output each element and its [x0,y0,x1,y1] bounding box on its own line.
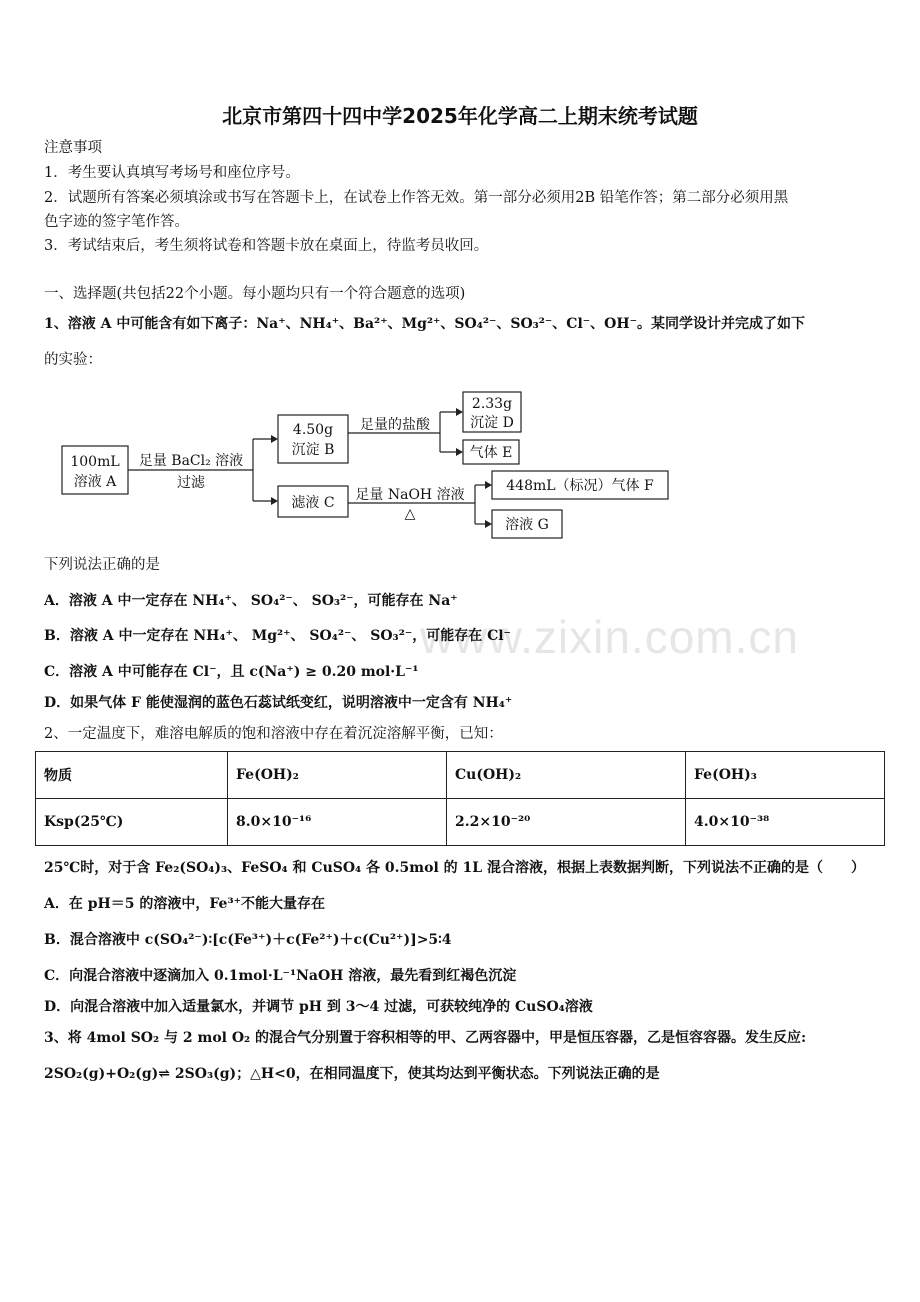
q3-stem: 3、将 4mol SO₂ 与 2 mol O₂ 的混合气分别置于容积相等的甲、乙两容器中，甲是恒压容器，乙是恒容容器。发生反应: [44,1030,807,1046]
q2-option-c[interactable]: C．向混合溶液中逐滴加入 0.1mol·L⁻¹NaOH 溶液，最先看到红褐色沉淀 [44,968,517,984]
section-heading: 一、选择题(共包括22个小题。每小题均只有一个符合题意的选项) [44,286,466,302]
experiment-flow-diagram [55,385,680,545]
table-cell: 2.2×10⁻²⁰ [447,799,686,846]
q2-question: 25℃时，对于含 Fe₂(SO₄)₃、FeSO₄ 和 CuSO₄ 各 0.5mol 的 1L 混合溶液，根据上表数据判断，下列说法不正确的是（ ） [44,860,865,876]
table-header-cell: Cu(OH)₂ [447,752,686,799]
page-title: 北京市第四十四中学2025年化学高二上期末统考试题 [222,104,698,128]
q1-option-d[interactable]: D．如果气体 F 能使湿润的蓝色石蕊试纸变红，说明溶液中一定含有 NH₄⁺ [44,695,513,711]
q2-stem: 2、一定温度下，难溶电解质的饱和溶液中存在着沉淀溶解平衡，已知： [44,726,503,742]
table-cell: 8.0×10⁻¹⁶ [228,799,447,846]
table-header-cell: Fe(OH)₂ [228,752,447,799]
reagent-hcl: 足量的盐酸 [360,417,430,433]
table-header-cell: Fe(OH)₃ [686,752,885,799]
reagent-naoh: 足量 NaOH 溶液 [355,487,465,503]
watermark: www.zixin.com.cn [420,611,799,663]
ksp-table [35,751,885,846]
q1-stem-cont: 的实验： [44,352,102,368]
notice-item-1: 1．考生要认真填写考场号和座位序号。 [44,165,300,181]
q2-option-b[interactable]: B．混合溶液中 c(SO₄²⁻)∶[c(Fe³⁺)＋c(Fe²⁺)＋c(Cu²⁺)]>5∶4 [44,932,452,948]
notice-item-2: 2．试题所有答案必须填涂或书写在答题卡上，在试卷上作答无效。第一部分必须用2B 铅笔作答；第二部分必须用黑 [44,190,789,206]
table-header-row [36,752,885,799]
table-row [36,799,885,846]
q3-stem-cont: 2SO₂(g)+O₂(g)⇌ 2SO₃(g)；△H<0，在相同温度下，使其均达到平衡状态。下列说法正确的是 [44,1066,660,1082]
solution-g-label: 溶液 G [505,517,549,533]
q1-stem: 1、溶液 A 中可能含有如下离子：Na⁺、NH₄⁺、Ba²⁺、Mg²⁺、SO₄²⁻、SO₃²⁻、Cl⁻、OH⁻。某同学设计并完成了如下 [44,316,805,332]
solution-a-volume: 100mL [70,454,120,470]
notice-item-2-cont: 色字迹的签字笔作答。 [44,214,189,230]
q2-option-d[interactable]: D．向混合溶液中加入适量氯水，并调节 pH 到 3～4 过滤，可获较纯净的 CuSO₄溶液 [44,999,593,1015]
reagent-filter: 过滤 [177,475,205,491]
gas-f-label: 448mL（标况）气体 F [506,478,654,494]
notice-heading: 注意事项 [44,140,102,156]
q1-option-c[interactable]: C．溶液 A 中可能存在 Cl⁻，且 c(Na⁺) ≥ 0.20 mol·L⁻¹ [44,664,419,680]
reagent-bacl2: 足量 BaCl₂ 溶液 [138,453,244,469]
precipitate-d-mass: 2.33g [471,396,513,412]
solution-a-label: 溶液 A [73,474,117,490]
table-cell: Ksp(25℃) [36,799,228,846]
table-cell: 4.0×10⁻³⁸ [686,799,885,846]
precipitate-d-label: 沉淀 D [470,415,514,431]
table-header-cell: 物质 [36,752,228,799]
gas-e-label: 气体 E [469,445,513,461]
filtrate-c-label: 滤液 C [291,495,335,511]
q1-prompt: 下列说法正确的是 [44,557,160,573]
notice-item-3: 3．考试结束后，考生须将试卷和答题卡放在桌面上，待监考员收回。 [44,238,489,254]
q1-option-a[interactable]: A．溶液 A 中一定存在 NH₄⁺、 SO₄²⁻、 SO₃²⁻，可能存在 Na⁺ [44,593,458,609]
precipitate-b-mass: 4.50g [292,422,334,438]
q2-option-a[interactable]: A．在 pH＝5 的溶液中，Fe³⁺不能大量存在 [44,896,325,912]
q1-option-b[interactable]: B．溶液 A 中一定存在 NH₄⁺、 Mg²⁺、 SO₄²⁻、 SO₃²⁻，可能存在 Cl⁻ [44,628,511,644]
reagent-heat: △ [404,506,416,522]
precipitate-b-label: 沉淀 B [291,442,335,458]
